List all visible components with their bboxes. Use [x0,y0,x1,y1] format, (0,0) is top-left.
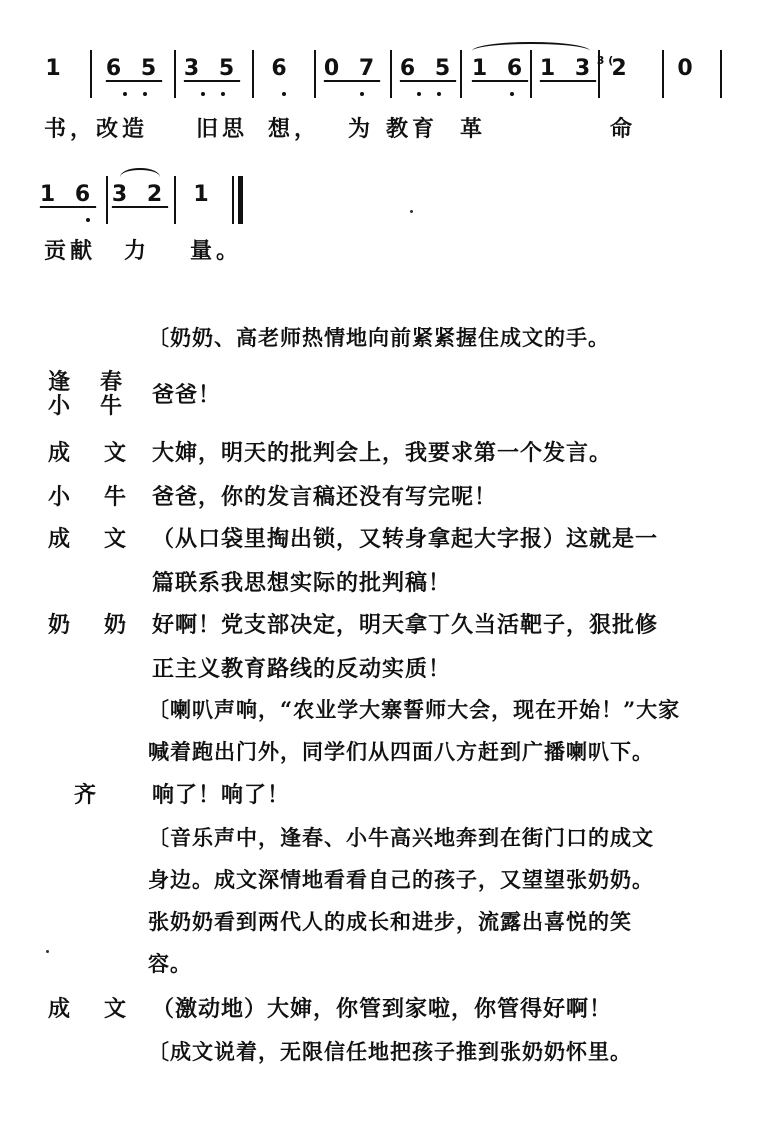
stage-direction: 〔音乐声中，逢春、小牛高兴地奔到在街门口的成文 [148,825,654,850]
lyric: 想， [268,116,321,142]
dialogue-line [48,518,738,608]
lyric: 旧思 [196,116,249,142]
barline [460,50,462,98]
note: 2 [611,56,633,81]
barline [174,50,176,98]
barline [530,50,532,98]
low-octave-dot [510,92,514,96]
score-row-1 [40,50,740,102]
speech-text: 响了！响了！ [152,782,291,808]
note: 1 6 [39,182,97,207]
low-octave-dot [360,92,364,96]
speaker-name: 成文 [48,440,161,466]
lyric: 贡献 [44,238,97,264]
stage-direction: 容。 [148,951,192,976]
note: 1 [45,56,67,81]
score-row-2 [40,176,260,228]
stage-direction: 〔成文说着，无限信任地把孩子推到张奶奶怀里。 [148,1039,632,1064]
barline [720,50,722,98]
lyric: 为 [348,116,375,142]
note: 1 [193,182,215,207]
speech-text: 正主义教育路线的反动实质！ [152,656,452,682]
speech-text: 篇联系我思想实际的批判稿！ [152,570,452,596]
note: 6 5 [105,56,163,81]
speech-text: 爸爸！ [152,382,222,408]
speaker-name: 成文 [48,996,161,1022]
speech-text: 爸爸，你的发言稿还没有写完呢！ [152,484,498,510]
fermata-mark: 3 ( [596,54,614,67]
stage-direction: 〔喇叭声响，“农业学大寨誓师大会，现在开始！”大家 [148,697,681,722]
note: 6 5 [399,56,457,81]
speech-text: （从口袋里掏出锁，又转身拿起大字报）这就是一 [152,526,659,552]
barline [314,50,316,98]
note: 1 6 [471,56,529,81]
low-octave-dot [201,92,205,96]
stage-direction: 〔奶奶、高老师热情地向前紧紧握住成文的手。 [148,325,610,350]
note: 3 5 [183,56,241,81]
lyric: 力 [124,238,151,264]
print-speck [46,950,49,953]
stage-direction: 身边。成文深情地看看自己的孩子，又望望张奶奶。 [148,867,654,892]
low-octave-dot [282,92,286,96]
low-octave-dot [143,92,147,96]
speaker-name: 小牛 [48,393,153,419]
lyric: 教育 [386,116,439,142]
speaker-name: 小牛 [48,484,161,510]
stage-direction: 张奶奶看到两代人的成长和进步，流露出喜悦的笑 [148,909,632,934]
low-octave-dot [437,92,441,96]
barline [90,50,92,98]
lyric: 革 [460,116,487,142]
note: 1 3 [539,56,597,81]
final-barline [238,176,243,224]
print-speck [410,210,413,213]
speaker-name: 奶奶 [48,612,161,638]
speech-text: 大婶，明天的批判会上，我要求第一个发言。 [152,440,613,466]
dialogue-line [48,604,738,694]
speech-text: （激动地）大婶，你管到家啦，你管得好啊！ [152,996,613,1022]
note: 0 [677,56,699,81]
speaker-name: 齐 [74,782,97,808]
lyric: 量。 [190,238,243,264]
note: 3 2 [111,182,169,207]
barline [390,50,392,98]
note: 0 7 [323,56,381,81]
low-octave-dot [417,92,421,96]
speaker-name: 成文 [48,526,161,552]
stage-direction: 喊着跑出门外，同学们从四面八方赶到广播喇叭下。 [148,739,654,764]
dialogue-line [48,362,738,422]
lyric: 书，改造 [44,116,149,142]
low-octave-dot [86,218,90,222]
note: 6 [271,56,293,81]
low-octave-dot [123,92,127,96]
lyric: 命 [610,116,637,142]
low-octave-dot [221,92,225,96]
barline [232,176,234,224]
speaker-name: 逢春 [48,369,153,395]
speech-text: 好啊！党支部决定，明天拿丁久当活靶子，狠批修 [152,612,659,638]
